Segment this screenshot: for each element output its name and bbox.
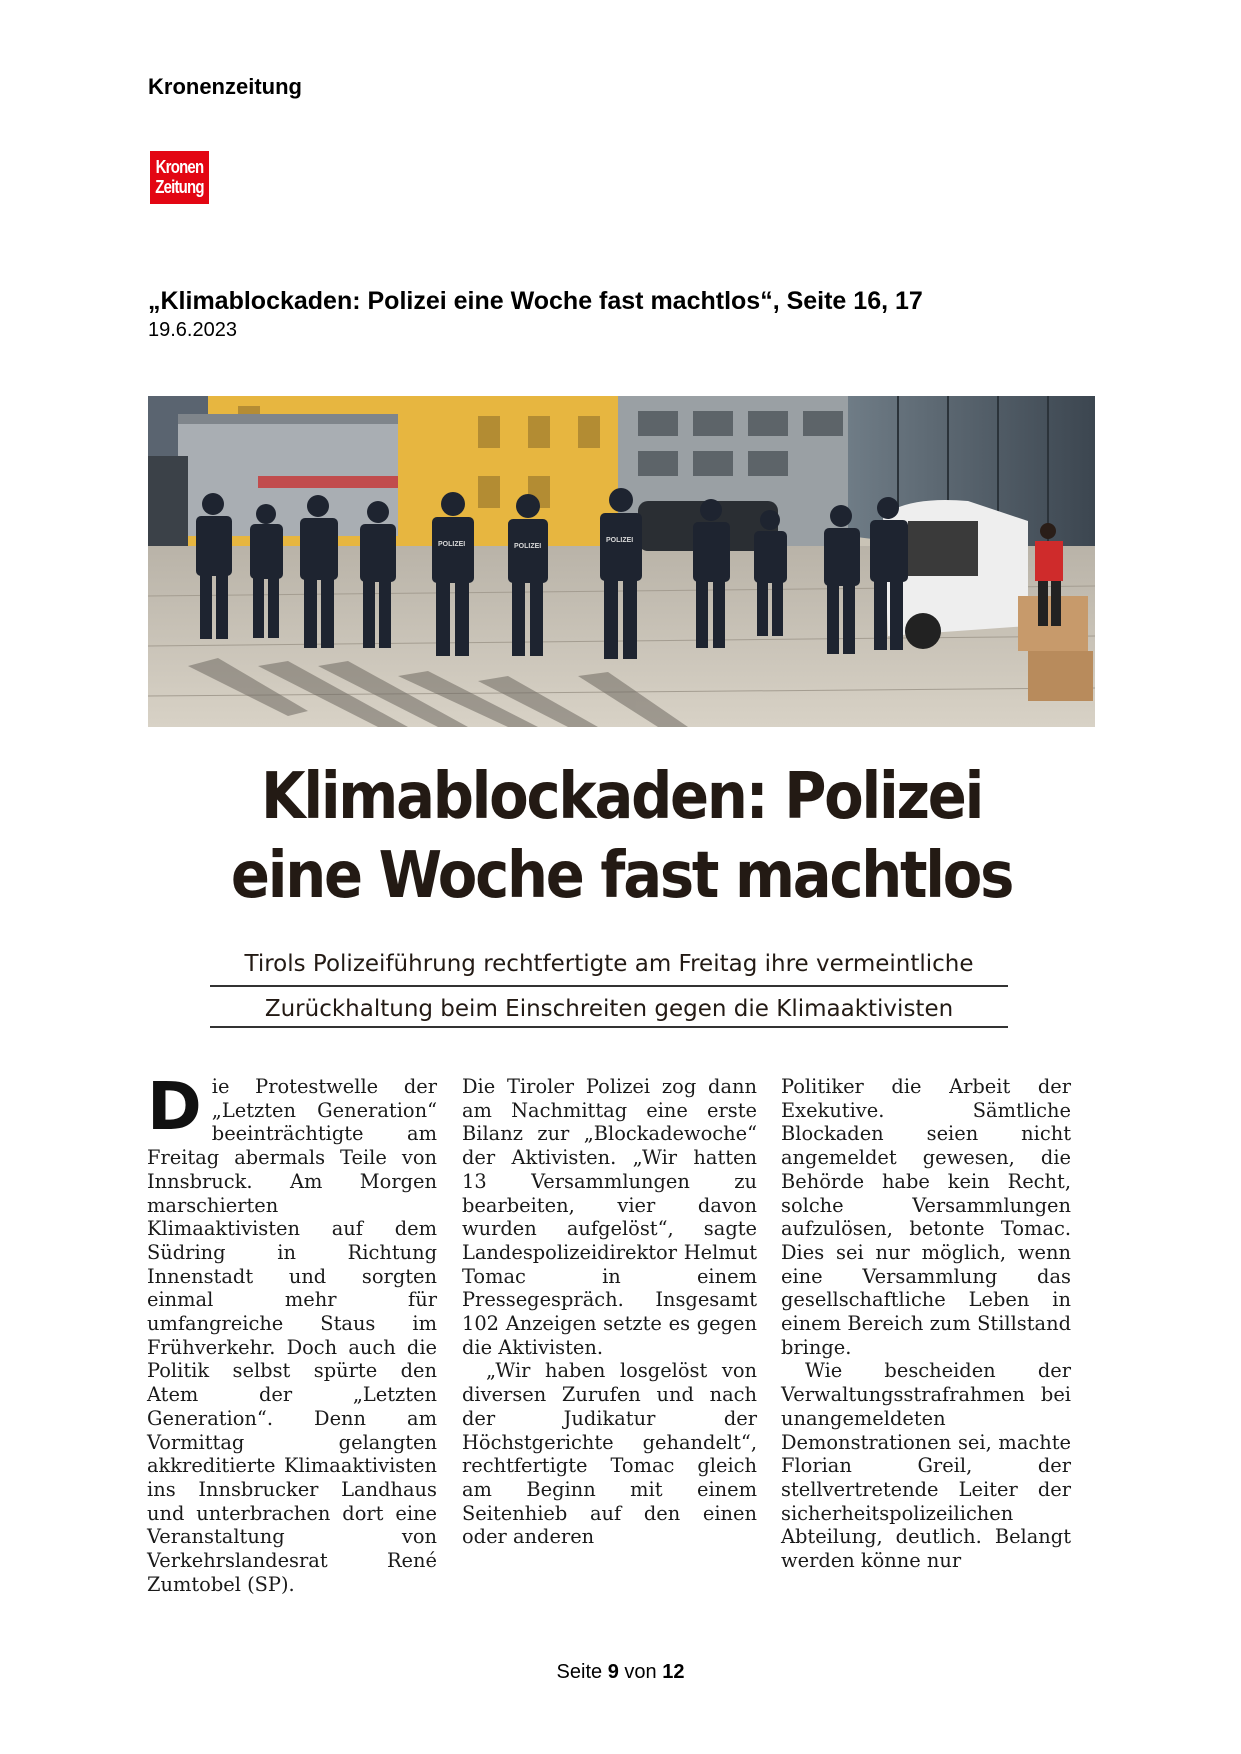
vest-label: POLIZEI (606, 537, 634, 544)
page-number (0, 1661, 1241, 1684)
page-prefix: Seite (556, 1661, 603, 1683)
subheadline-rule (210, 1026, 1008, 1028)
article-column-1 (147, 1068, 437, 1596)
article-column-3 (781, 1075, 1071, 1573)
article-paragraph: Die Tiroler Polizei zog dann am Nachmittag eine erste Bilanz zur „Blockadewoche“ der Aktivisten. „Wir hatten 13 Versammlungen zu bearbeiten, vier davon wurden aufgelöst“, sagte Landespolizeidirektor Helmut Tomac in einem Pressegespräch. Insgesamt 102 Anzeigen setzte es gegen die Aktivisten. (462, 1075, 757, 1359)
vest-label: POLIZEI (438, 541, 466, 548)
document-title: „Klimablockaden: Polizei eine Woche fast machtlos“, Seite 16, 17 (148, 287, 923, 315)
headline-line-1: Klimablockaden: Polizei (260, 760, 983, 834)
article-paragraph: Wie bescheiden der Verwaltungsstrafrahmen bei unangemeldeten Demonstrationen sei, machte Florian Greil, der stellvertretende Leiter der sicherheitspolizeilichen Abteilung, deutlich. Belangt werden könne nur (781, 1359, 1071, 1573)
article-paragraph: ie Protestwelle der „Letzten Generation“ beeinträchtigte am Freitag abermals Teile von Innsbruck. Am Morgen marschierten Klimaaktivisten auf dem Südring in Richtung Innenstadt und sorgten einmal mehr für umfangreiche Staus im Frühverkehr. Doch auch die Politik selbst spürte den Atem der „Letzten Generation“. Denn am Vormittag gelangten akkreditierte Klimaaktivisten ins Innsbrucker Landhaus und unterbrachen dort eine Veranstaltung von Verkehrslandesrat René Zumtobel (SP). (147, 1075, 437, 1596)
document-date: 19.6.2023 (148, 319, 237, 341)
headline-line-2: eine Woche fast machtlos (230, 839, 1013, 913)
subheadline-line-2: Zurückhaltung beim Einschreiten gegen die Klimaaktivisten (264, 996, 954, 1022)
article-headline (148, 758, 1095, 916)
source-name: Kronenzeitung (148, 74, 302, 99)
article-paragraph: Politiker die Arbeit der Exekutive. Sämtliche Blockaden seien nicht angemeldet gewesen, die Behörde habe kein Recht, solche Versammlungen aufzulösen, betonte Tomac. Dies sei nur möglich, wenn eine Versammlung das gesellschaftliche Leben in einem Bereich zum Stillstand bringe. (781, 1075, 1071, 1359)
article-column-2 (462, 1075, 757, 1549)
current-page: 9 (607, 1661, 619, 1683)
logo-line-2: Zeitung (155, 176, 204, 198)
article-paragraph: „Wir haben losgelöst von diversen Zurufen und nach der Judikatur der Höchstgerichte gehandelt“, rechtfertigte Tomac gleich am Beginn mit einem Seitenhieb auf den einen oder anderen (462, 1359, 757, 1549)
drop-cap: D (147, 1068, 202, 1145)
total-pages: 12 (662, 1661, 685, 1683)
logo-line-1: Kronen (155, 156, 204, 178)
subheadline-rule (210, 985, 1008, 987)
subheadline-line-1: Tirols Polizeiführung rechtfertigte am Freitag ihre vermeintliche (244, 951, 974, 977)
kronen-zeitung-logo (150, 151, 209, 204)
article-photo (148, 396, 1095, 727)
vest-label: POLIZEI (514, 543, 542, 550)
page-of: von (624, 1661, 657, 1683)
